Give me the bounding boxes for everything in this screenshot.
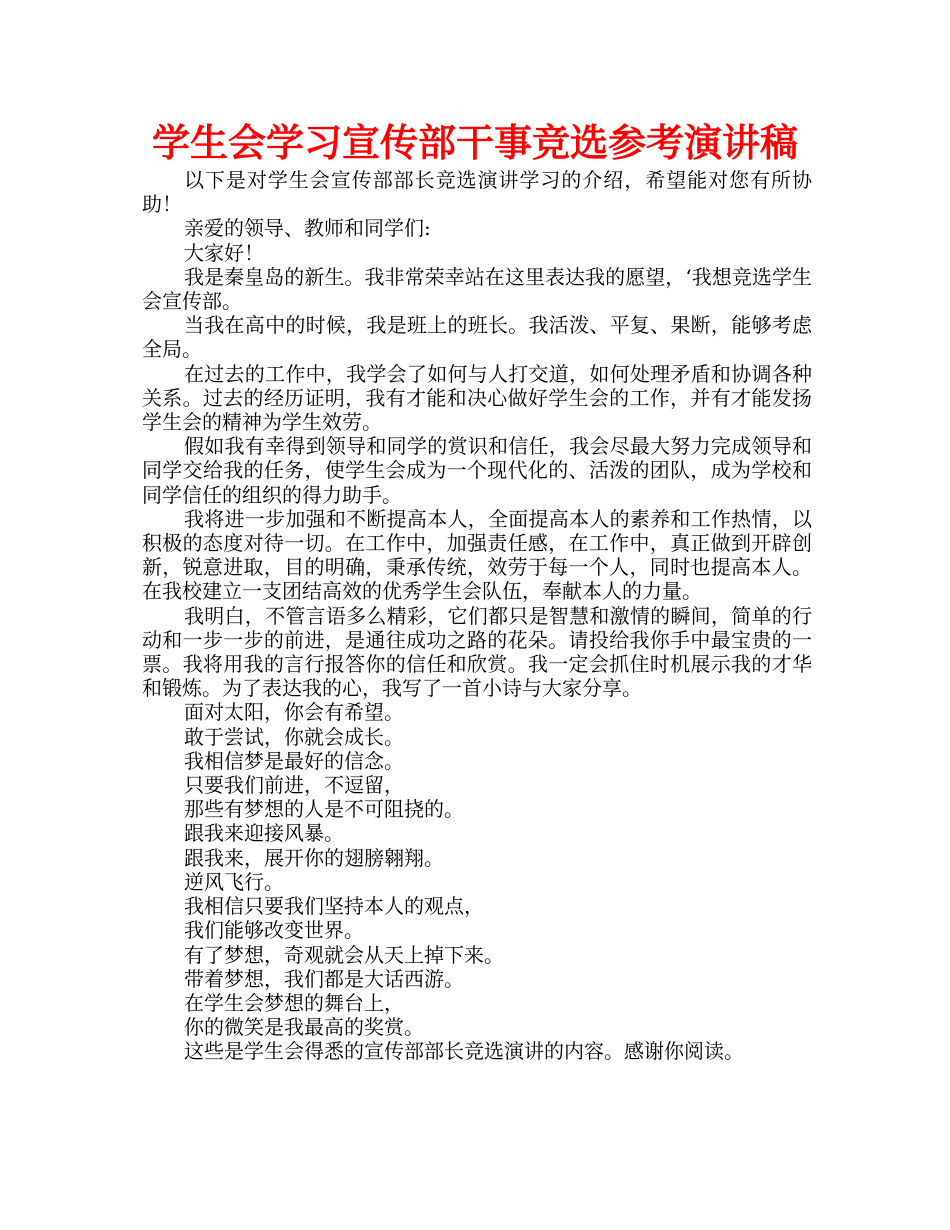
poem-line: 敢于尝试，你就会成长。 [184,724,404,749]
poem-line: 跟我来迎接风暴。 [184,821,344,846]
document-title: 学生会学习宣传部干事竞选参考演讲稿 [151,121,798,165]
document-body [142,168,812,1064]
poem-line: 只要我们前进，不逗留， [184,773,404,798]
poem-line: 带着梦想，我们都是大话西游。 [184,966,464,991]
paragraph: 在过去的工作中，我学会了如何与人打交道，如何处理矛盾和协调各种关系。过去的经历证明，我有才能和决心做好学生会的工作，并有才能发扬学生会的精神为学生效劳。 [142,361,812,435]
paragraph: 假如我有幸得到领导和同学的赏识和信任，我会尽最大努力完成领导和同学交给我的任务，使学生会成为一个现代化的、活泼的团队，成为学校和同学信任的组织的得力助手。 [142,434,812,507]
paragraph: 我是秦皇岛的新生。我非常荣幸站在这里表达我的愿望，‘我想竞选学生会宣传部。 [142,264,812,314]
paragraph: 以下是对学生会宣传部部长竞选演讲学习的介绍，希望能对您有所协助！ [142,168,812,217]
poem-line: 面对太阳，你会有希望。 [184,700,404,725]
poem-line: 我相信只要我们坚持本人的观点， [184,894,484,919]
poem-line: 逆风飞行。 [184,869,284,894]
poem-line: 我相信梦是最好的信念。 [184,748,404,773]
poem-line: 有了梦想，奇观就会从天上掉下来。 [184,942,504,967]
closing-paragraph: 这些是学生会得悉的宣传部部长竞选演讲的内容。感谢你阅读。 [184,1039,744,1064]
poem-line: 我们能够改变世界。 [184,918,364,943]
poem-line: 你的微笑是我最高的奖赏。 [184,1015,424,1040]
paragraph: 我明白，不管言语多么精彩，它们都只是智慧和激情的瞬间，简单的行动和一步一步的前进，是通往成功之路的花朵。请投给我你手中最宝贵的一票。我将用我的言行报答你的信任和欣赏。我一定会抓住时机展示我的才华和锻炼。为了表达我的心，我写了一首小诗与大家分享。 [142,603,812,701]
poem-line: 在学生会梦想的舞台上， [184,990,404,1015]
paragraph: 大家好！ [184,240,264,265]
poem-line: 那些有梦想的人是不可阻挠的。 [184,797,464,822]
paragraph: 我将进一步加强和不断提高本人，全面提高本人的素养和工作热情，以积极的态度对待一切。在工作中，加强责任感，在工作中，真正做到开辟创新，锐意进取，目的明确，秉承传统，效劳于每一个人，同时也提高本人。在我校建立一支团结高效的优秀学生会队伍，奉献本人的力量。 [142,506,812,604]
paragraph: 亲爱的领导、教师和同学们: [184,216,431,241]
paragraph: 当我在高中的时候，我是班上的班长。我活泼、平复、果断，能够考虑全局。 [142,313,812,362]
poem-line: 跟我来，展开你的翅膀翱翔。 [184,845,444,870]
